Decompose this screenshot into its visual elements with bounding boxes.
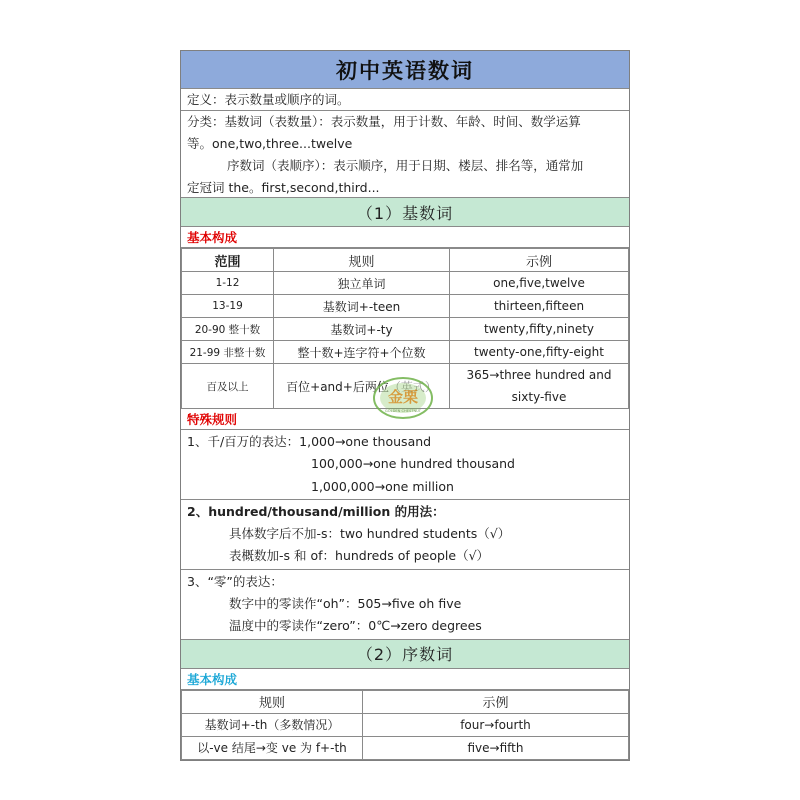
cell-range: 百及以上 xyxy=(182,364,274,409)
table-header-row xyxy=(182,690,629,713)
cell-rule: 整十数+连字符+个位数 xyxy=(274,341,450,364)
cardinal-table xyxy=(181,248,629,409)
classification-line-2: 等。one,two,three...twelve xyxy=(187,136,353,151)
cell-rule-main: 百位+and+后两位 xyxy=(286,379,389,394)
definition: 定义：表示数量或顺序的词。 xyxy=(181,89,629,111)
special-rule-2 xyxy=(181,500,629,570)
cell-rule: 独立单词 xyxy=(274,272,450,295)
table-header-row xyxy=(182,249,629,272)
section-ordinal-heading: （2）序数词 xyxy=(181,640,629,669)
cell-range: 20-90 整十数 xyxy=(182,318,274,341)
cell-rule: 基数词+-th（多数情况） xyxy=(182,713,363,736)
special-rule-3-line-1: 3、“零”的表达： xyxy=(187,573,283,589)
special-rule-3-line-2: 数字中的零读作“oh”：505→five oh five xyxy=(229,596,462,612)
cell-rule xyxy=(274,364,450,409)
cell-range: 21-99 非整十数 xyxy=(182,341,274,364)
classification-line-4: 定冠词 the。first,second,third... xyxy=(187,180,380,195)
watermark-subtext: GOLDEN CHESTNUT xyxy=(385,409,421,413)
header-rule: 规则 xyxy=(274,249,450,272)
section-cardinal-heading: （1）基数词 xyxy=(181,198,629,227)
special-rule-3 xyxy=(181,570,629,640)
cell-example: twenty,fifty,ninety xyxy=(450,318,629,341)
watermark-text: 金栗 xyxy=(387,388,419,406)
ordinal-basic-label: 基本构成 xyxy=(181,669,629,690)
special-rule-2-line-1: 2、hundred/thousand/million 的用法： xyxy=(187,503,445,519)
cell-range: 1-12 xyxy=(182,272,274,295)
cell-example-line-1: 365→three hundred and xyxy=(466,368,612,382)
cell-range: 13-19 xyxy=(182,295,274,318)
cell-example: five→fifth xyxy=(363,736,629,759)
special-rule-2-line-3: 表概数加-s 和 of：hundreds of people（√） xyxy=(229,548,490,564)
cell-rule: 基数词+-ty xyxy=(274,318,450,341)
special-rules-label: 特殊规则 xyxy=(181,409,629,430)
cell-rule-note: （英式） xyxy=(388,379,437,394)
cell-example-line-2: sixty-five xyxy=(511,390,567,404)
header-range: 范围 xyxy=(182,249,274,272)
cell-example: thirteen,fifteen xyxy=(450,295,629,318)
table-row xyxy=(182,318,629,341)
cell-rule: 基数词+-teen xyxy=(274,295,450,318)
cell-example: one,five,twelve xyxy=(450,272,629,295)
table-row xyxy=(182,364,629,409)
table-row xyxy=(182,713,629,736)
page-title: 初中英语数词 xyxy=(181,51,629,89)
classification-line-3: 序数词（表顺序）：表示顺序，用于日期、楼层、排名等，通常加 xyxy=(227,158,584,173)
ordinal-table xyxy=(181,690,629,760)
table-row xyxy=(182,295,629,318)
document xyxy=(180,50,630,761)
special-rule-1 xyxy=(181,430,629,500)
special-rule-1-line-3: 1,000,000→one million xyxy=(311,478,454,494)
special-rule-1-line-2: 100,000→one hundred thousand xyxy=(311,456,515,472)
table-row xyxy=(182,272,629,295)
cell-example: four→fourth xyxy=(363,713,629,736)
cell-example xyxy=(450,364,629,409)
cell-example: twenty-one,fifty-eight xyxy=(450,341,629,364)
special-rule-3-line-3: 温度中的零读作“zero”：0℃→zero degrees xyxy=(229,618,482,634)
header-rule: 规则 xyxy=(182,690,363,713)
table-row xyxy=(182,736,629,759)
classification xyxy=(181,111,629,198)
cell-rule: 以-ve 结尾→变 ve 为 f+-th xyxy=(182,736,363,759)
header-example: 示例 xyxy=(363,690,629,713)
table-row xyxy=(182,341,629,364)
classification-line-1: 分类：基数词（表数量）：表示数量，用于计数、年龄、时间、数学运算 xyxy=(187,114,581,129)
header-example: 示例 xyxy=(450,249,629,272)
special-rule-1-line-1: 1、千/百万的表达：1,000→one thousand xyxy=(187,434,432,449)
cardinal-basic-label: 基本构成 xyxy=(181,227,629,248)
special-rule-2-line-2: 具体数字后不加-s：two hundred students（√） xyxy=(229,526,511,542)
